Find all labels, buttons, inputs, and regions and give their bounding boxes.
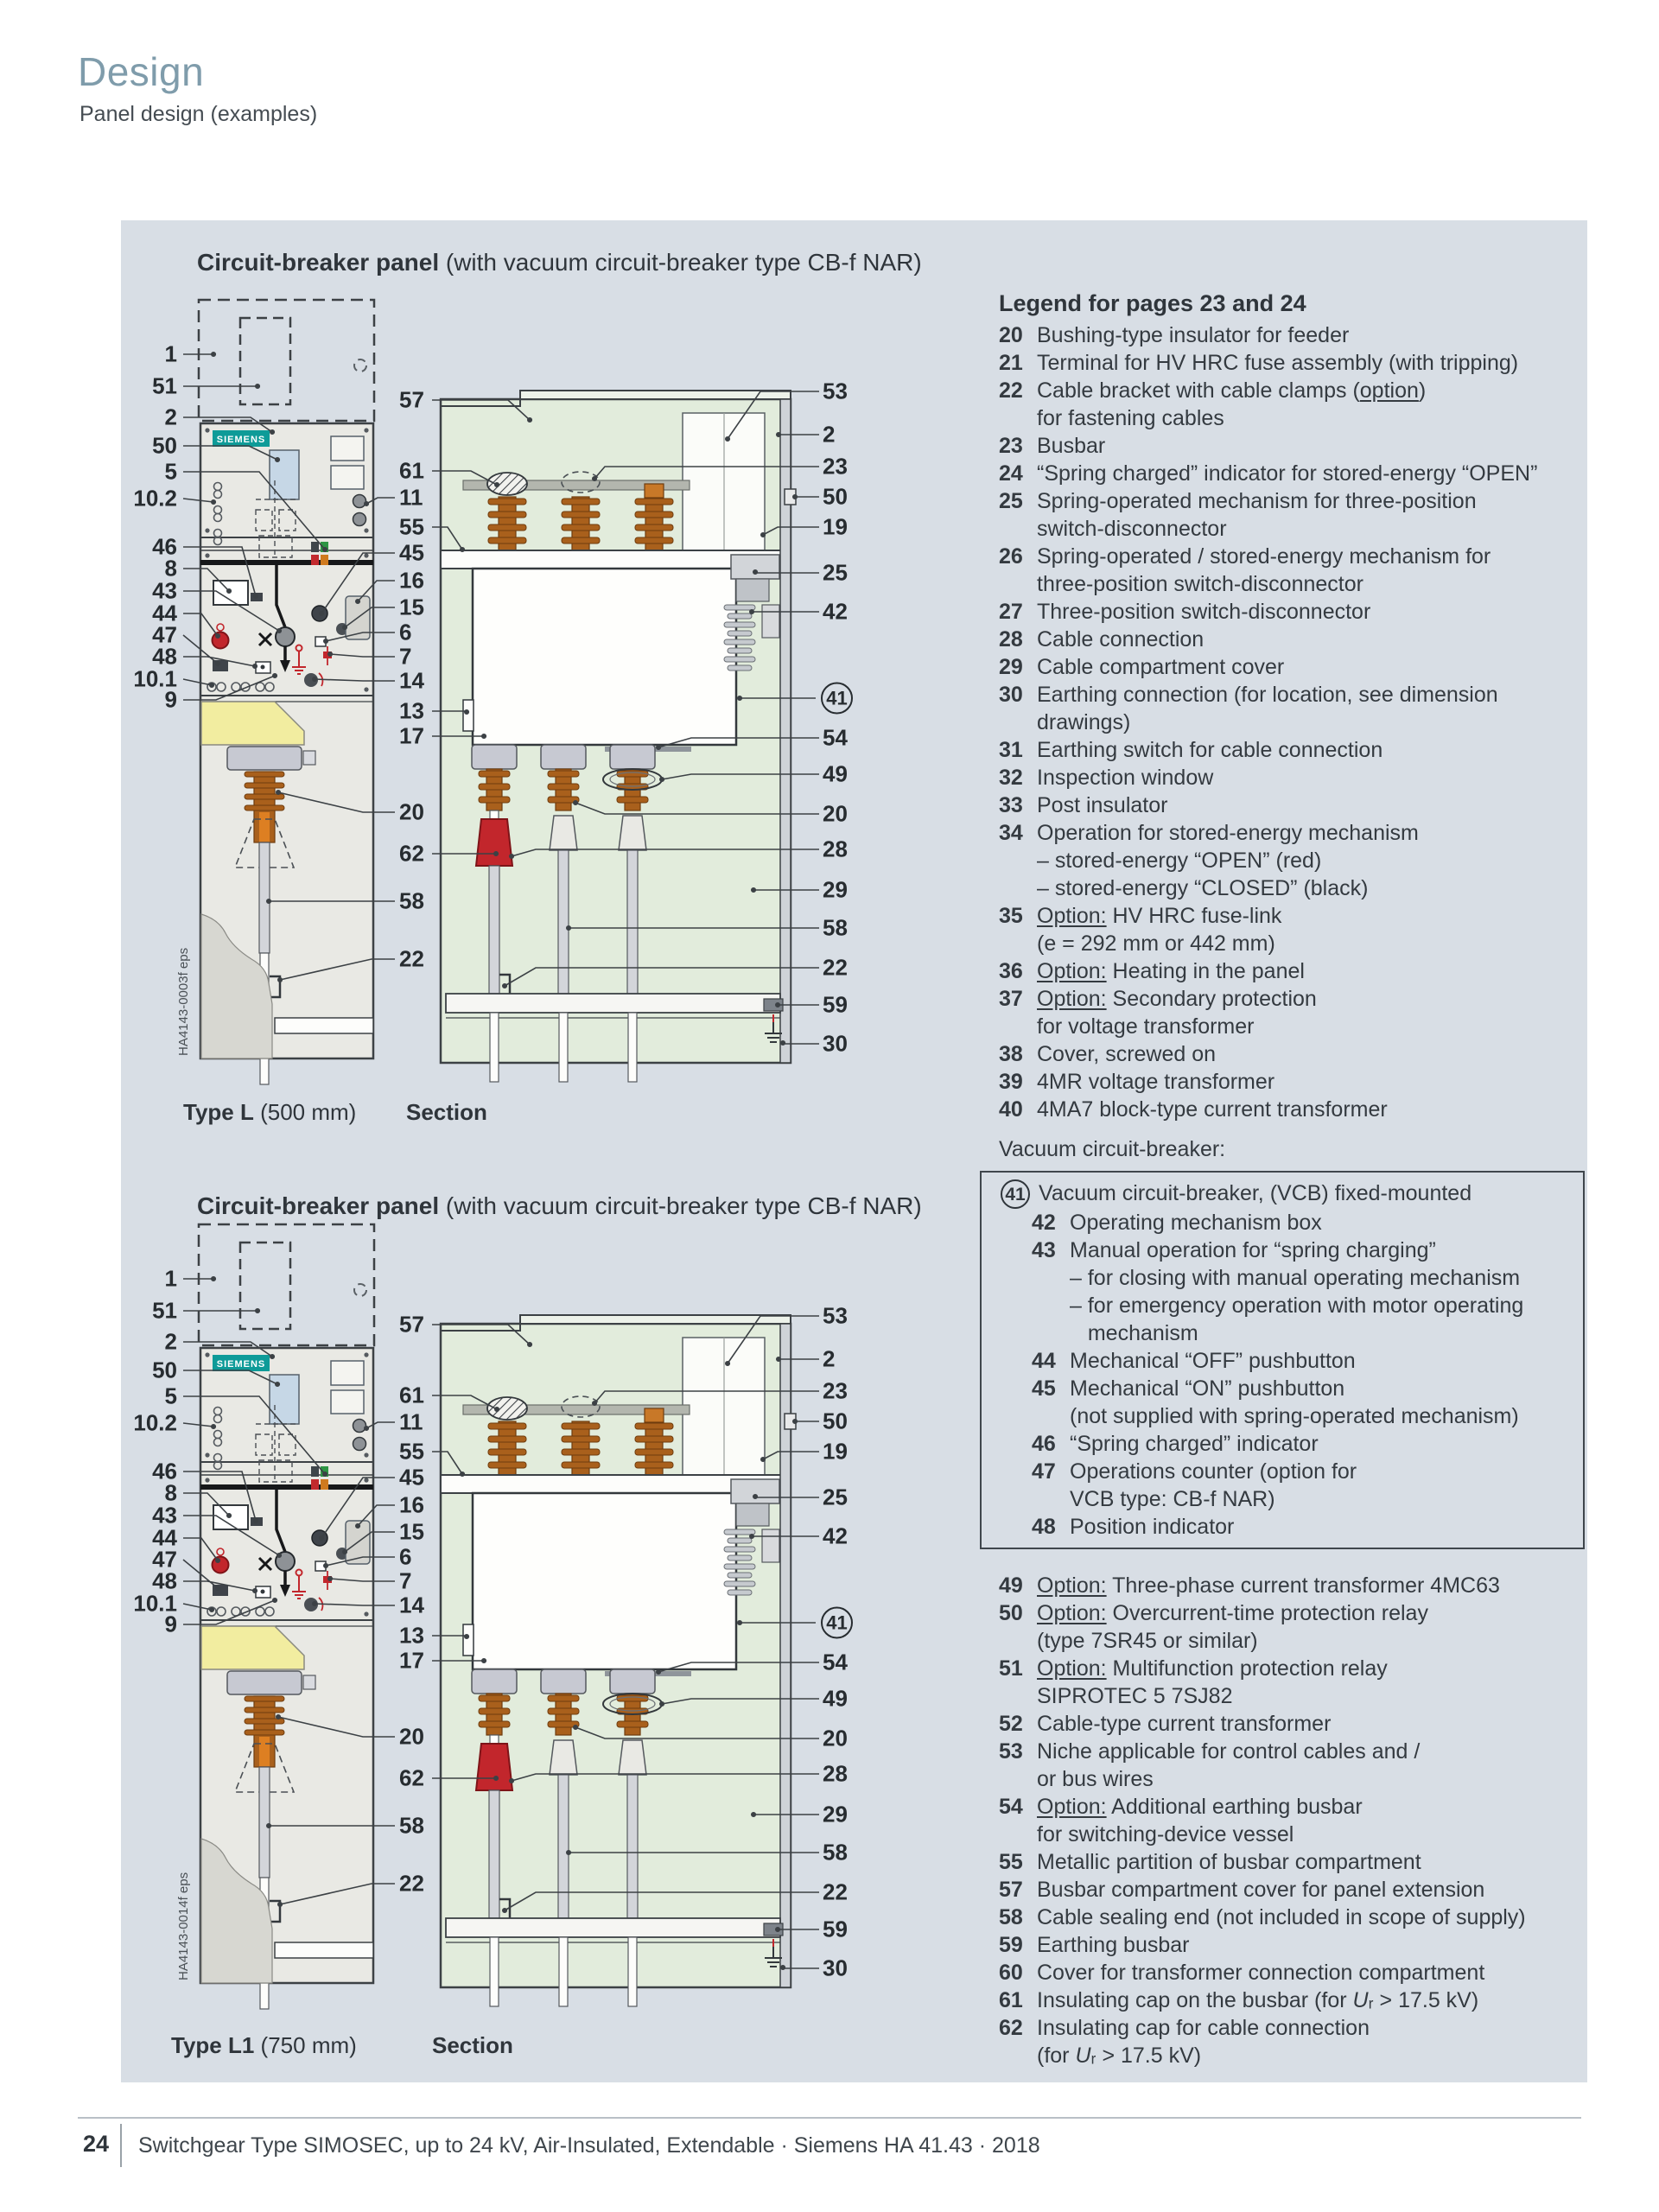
legend-vcb-heading: Vacuum circuit-breaker:: [999, 1137, 1226, 1161]
callout-43: 43: [152, 577, 177, 604]
legend-item-number: 35: [999, 904, 1023, 928]
legend-item-47: [1001, 1458, 1576, 1513]
callout-45: 45: [399, 1464, 424, 1491]
legend-item-44: [1001, 1347, 1576, 1375]
legend-item-number: 36: [999, 959, 1023, 983]
legend-item-40: [999, 1096, 1585, 1123]
legend-item-text: Insulating cap for cable connection (for Uᵣ > 17.5 kV): [1037, 2016, 1370, 2068]
legend-item-49: [999, 1572, 1585, 1599]
callout-54: 54: [823, 1649, 848, 1675]
legend-item-text: Insulating cap on the busbar (for Uᵣ > 17.5 kV): [1037, 1988, 1479, 2012]
legend-item-28: [999, 626, 1585, 653]
legend-item-61: [999, 1986, 1585, 2014]
brand-logo: SIEMENS: [216, 435, 266, 445]
legend-item-number: 45: [1032, 1376, 1056, 1401]
legend-item-text: 4MR voltage transformer: [1037, 1070, 1275, 1094]
callout-53: 53: [823, 1302, 848, 1329]
callout-45: 45: [399, 539, 424, 566]
callout-10.1: 10.1: [133, 1590, 177, 1617]
callout-44: 44: [152, 600, 177, 626]
callout-28: 28: [823, 1760, 848, 1787]
callout-54: 54: [823, 724, 848, 751]
diagram2-title-rest: (with vacuum circuit-breaker type CB-f NAR): [439, 1192, 922, 1219]
legend-item-number: 53: [999, 1739, 1023, 1764]
callout-50: 50: [823, 1408, 848, 1434]
legend-item-number: 60: [999, 1961, 1023, 1985]
legend-item-text: Option: Secondary protection for voltage transformer: [1037, 987, 1317, 1039]
callout-5: 5: [164, 1382, 177, 1409]
legend-item-text: Operation for stored-energy mechanism – stored-energy “OPEN” (red) – stored-energy “CLOSED” (black): [1037, 821, 1419, 900]
legend-items-main: [999, 321, 1585, 1123]
legend-item-number: 47: [1032, 1459, 1056, 1484]
legend-item-text: Earthing connection (for location, see dimension drawings): [1037, 683, 1498, 734]
callout-41: 41: [821, 1607, 853, 1639]
callout-55: 55: [399, 1438, 424, 1465]
callout-51: 51: [152, 1297, 177, 1324]
legend-item-text: Three-position switch-disconnector: [1037, 600, 1371, 624]
callout-20: 20: [399, 1723, 424, 1750]
legend-item-57: [999, 1876, 1585, 1904]
callout-7: 7: [399, 643, 412, 670]
legend-item-21: [999, 349, 1585, 377]
legend-item-number: 42: [1032, 1211, 1056, 1235]
diagram1-file-id: HA4143-0003f eps: [176, 947, 191, 1056]
legend-item-38: [999, 1040, 1585, 1068]
callout-23: 23: [823, 453, 848, 480]
legend-items-options: [999, 1572, 1585, 2069]
callout-44: 44: [152, 1524, 177, 1551]
callout-30: 30: [823, 1030, 848, 1057]
legend-item-text: Cable-type current transformer: [1037, 1712, 1332, 1736]
diagram2-type-label: Type L1: [171, 2032, 255, 2058]
diagram2-section-label: Section: [432, 2032, 513, 2058]
callout-53: 53: [823, 378, 848, 404]
callout-9: 9: [164, 1611, 177, 1637]
legend-item-text: Spring-operated / stored-energy mechanism for three-position switch-disconnector: [1037, 544, 1491, 596]
legend-item-number: 59: [999, 1933, 1023, 1957]
callout-57: 57: [399, 1311, 424, 1338]
callout-51: 51: [152, 372, 177, 399]
legend-item-22: [999, 377, 1585, 432]
legend-item-number: 37: [999, 987, 1023, 1011]
callout-28: 28: [823, 836, 848, 862]
legend-item-29: [999, 653, 1585, 681]
legend: [999, 321, 1585, 2069]
callout-10.2: 10.2: [133, 485, 177, 512]
page-subtitle: Panel design (examples): [79, 102, 318, 126]
callout-42: 42: [823, 598, 848, 625]
legend-item-text: Option: Additional earthing busbar for switching-device vessel: [1037, 1795, 1363, 1847]
callout-6: 6: [399, 619, 412, 645]
legend-item-number: 21: [999, 351, 1023, 375]
callout-11: 11: [399, 484, 423, 511]
callout-59: 59: [823, 991, 848, 1018]
legend-item-number: 22: [999, 378, 1023, 403]
callout-30: 30: [823, 1955, 848, 1981]
callout-14: 14: [399, 667, 424, 694]
legend-item-33: [999, 791, 1585, 819]
legend-item-23: [999, 432, 1585, 460]
legend-item-52: [999, 1710, 1585, 1738]
callout-48: 48: [152, 643, 177, 670]
callout-20: 20: [823, 1725, 848, 1751]
diagram1-title-rest: (with vacuum circuit-breaker type CB-f NAR): [439, 249, 922, 276]
diagram2-title-bold: Circuit-breaker panel: [197, 1192, 440, 1219]
legend-item-text: Cable bracket with cable clamps (option) for fastening cables: [1037, 378, 1427, 430]
legend-item-59: [999, 1931, 1585, 1959]
legend-item-number: 54: [999, 1795, 1023, 1819]
legend-item-number: 25: [999, 489, 1023, 513]
diagram1-type-label: Type L: [183, 1099, 254, 1125]
legend-item-number: 40: [999, 1097, 1023, 1122]
callout-29: 29: [823, 1801, 848, 1827]
legend-item-26: [999, 543, 1585, 598]
diagram2-width-label: (750 mm): [254, 2032, 357, 2058]
legend-item-number: 20: [999, 323, 1023, 347]
legend-item-number: 34: [999, 821, 1023, 845]
legend-item-text: 4MA7 block-type current transformer: [1037, 1097, 1388, 1122]
callout-25: 25: [823, 559, 848, 586]
legend-item-number: 24: [999, 461, 1023, 486]
legend-item-number: 32: [999, 766, 1023, 790]
callout-50: 50: [823, 483, 848, 510]
callout-58: 58: [399, 887, 424, 914]
legend-item-27: [999, 598, 1585, 626]
legend-item-text: Busbar compartment cover for panel extension: [1037, 1878, 1485, 1902]
callout-6: 6: [399, 1543, 412, 1570]
legend-item-number: 50: [999, 1601, 1023, 1625]
callout-57: 57: [399, 386, 424, 413]
callout-58: 58: [823, 914, 848, 941]
legend-item-48: [1001, 1513, 1576, 1541]
legend-item-text: Terminal for HV HRC fuse assembly (with tripping): [1037, 351, 1519, 375]
legend-item-24: [999, 460, 1585, 487]
callout-15: 15: [399, 594, 424, 620]
callout-1: 1: [164, 1265, 177, 1292]
legend-item-text: Option: HV HRC fuse-link (e = 292 mm or 442 mm): [1037, 904, 1282, 956]
callout-50: 50: [152, 1357, 177, 1383]
legend-item-number: 43: [1032, 1238, 1056, 1262]
callout-46: 46: [152, 533, 177, 560]
legend-item-number: 52: [999, 1712, 1023, 1736]
callout-61: 61: [399, 457, 424, 484]
callout-22: 22: [399, 945, 424, 972]
callout-19: 19: [823, 513, 848, 540]
page-title: Design: [78, 49, 205, 94]
legend-item-text: Option: Three-phase current transformer 4MC63: [1037, 1573, 1500, 1598]
legend-item-32: [999, 764, 1585, 791]
legend-item-number: 44: [1032, 1349, 1056, 1373]
footer-text: Switchgear Type SIMOSEC, up to 24 kV, Air-Insulated, Extendable · Siemens HA 41.43 · 2018: [138, 2133, 1040, 2158]
legend-item-text: Option: Heating in the panel: [1037, 959, 1305, 983]
callout-5: 5: [164, 458, 177, 485]
legend-item-36: [999, 957, 1585, 985]
legend-item-number: 51: [999, 1656, 1023, 1681]
legend-item-text: Cable compartment cover: [1037, 655, 1285, 679]
callout-46: 46: [152, 1458, 177, 1484]
diagram1-title-bold: Circuit-breaker panel: [197, 249, 440, 276]
callout-25: 25: [823, 1484, 848, 1510]
legend-item-text: Mechanical “OFF” pushbutton: [1070, 1349, 1356, 1373]
legend-item-number: 57: [999, 1878, 1023, 1902]
callout-58: 58: [399, 1812, 424, 1839]
legend-item-42: [1001, 1209, 1576, 1236]
callout-62: 62: [399, 840, 424, 867]
legend-item-text: Cover for transformer connection compartment: [1037, 1961, 1485, 1985]
legend-item-text: Option: Overcurrent-time protection relay (type 7SR45 or similar): [1037, 1601, 1428, 1653]
legend-item-number: 55: [999, 1850, 1023, 1874]
legend-item-text: Niche applicable for control cables and / or bus wires: [1037, 1739, 1421, 1791]
legend-item-62: [999, 2014, 1585, 2069]
legend-item-text: Manual operation for “spring charging” – for closing with manual operating mechanism – for emergency operation with motor operating mechanism: [1070, 1238, 1524, 1345]
legend-item-number: 33: [999, 793, 1023, 817]
legend-item-text: “Spring charged” indicator for stored-energy “OPEN”: [1037, 461, 1538, 486]
callout-49: 49: [823, 1685, 848, 1712]
legend-item-41: [1001, 1179, 1576, 1209]
legend-item-25: [999, 487, 1585, 543]
legend-item-number: 58: [999, 1905, 1023, 1929]
legend-item-43: [1001, 1236, 1576, 1347]
legend-item-37: [999, 985, 1585, 1040]
legend-item-text: Inspection window: [1037, 766, 1214, 790]
callout-22: 22: [823, 1878, 848, 1905]
callout-8: 8: [164, 555, 177, 582]
legend-item-39: [999, 1068, 1585, 1096]
legend-item-number: 39: [999, 1070, 1023, 1094]
callout-13: 13: [399, 1622, 424, 1649]
callout-20: 20: [399, 798, 424, 825]
legend-item-60: [999, 1959, 1585, 1986]
callout-16: 16: [399, 567, 424, 594]
legend-item-text: Cover, screwed on: [1037, 1042, 1217, 1066]
legend-item-number: 26: [999, 544, 1023, 569]
legend-item-20: [999, 321, 1585, 349]
legend-item-30: [999, 681, 1585, 736]
callout-50: 50: [152, 432, 177, 459]
legend-item-text: Metallic partition of busbar compartment: [1037, 1850, 1421, 1874]
callout-17: 17: [399, 1647, 424, 1674]
callout-61: 61: [399, 1382, 424, 1408]
legend-item-46: [1001, 1430, 1576, 1458]
legend-item-text: Vacuum circuit-breaker, (VCB) fixed-mounted: [1039, 1181, 1472, 1205]
legend-vcb-box: [980, 1171, 1585, 1549]
diagram1-width-label: (500 mm): [253, 1099, 357, 1125]
legend-item-50: [999, 1599, 1585, 1655]
callout-15: 15: [399, 1518, 424, 1545]
legend-item-58: [999, 1904, 1585, 1931]
callout-1: 1: [164, 340, 177, 367]
callout-2: 2: [164, 404, 177, 430]
legend-item-text: Operations counter (option for VCB type: CB-f NAR): [1070, 1459, 1357, 1511]
callout-22: 22: [399, 1870, 424, 1897]
callout-10.2: 10.2: [133, 1409, 177, 1436]
callout-41: 41: [821, 683, 853, 715]
legend-item-text: “Spring charged” indicator: [1070, 1432, 1319, 1456]
legend-item-number: 29: [999, 655, 1023, 679]
legend-item-text: Earthing switch for cable connection: [1037, 738, 1383, 762]
legend-item-31: [999, 736, 1585, 764]
callout-16: 16: [399, 1491, 424, 1518]
legend-item-number: 23: [999, 434, 1023, 458]
legend-item-number: 48: [1032, 1515, 1056, 1539]
callout-7: 7: [399, 1567, 412, 1594]
callout-2: 2: [164, 1328, 177, 1355]
legend-item-number: 38: [999, 1042, 1023, 1066]
legend-item-text: Spring-operated mechanism for three-position switch-disconnector: [1037, 489, 1477, 541]
legend-item-55: [999, 1848, 1585, 1876]
callout-59: 59: [823, 1916, 848, 1942]
callout-43: 43: [152, 1502, 177, 1529]
legend-item-text: Position indicator: [1070, 1515, 1235, 1539]
callout-14: 14: [399, 1592, 424, 1618]
diagram1-section-label: Section: [406, 1099, 487, 1125]
callout-9: 9: [164, 686, 177, 713]
callout-29: 29: [823, 876, 848, 903]
legend-item-number: 62: [999, 2016, 1023, 2040]
legend-item-number: 27: [999, 600, 1023, 624]
legend-item-text: Post insulator: [1037, 793, 1168, 817]
callout-49: 49: [823, 760, 848, 787]
legend-item-text: Busbar: [1037, 434, 1106, 458]
callout-58: 58: [823, 1839, 848, 1866]
legend-item-51: [999, 1655, 1585, 1710]
footer-divider: [120, 2124, 122, 2167]
legend-item-45: [1001, 1375, 1576, 1430]
callout-13: 13: [399, 697, 424, 724]
legend-title: Legend for pages 23 and 24: [999, 290, 1306, 316]
legend-item-text: Earthing busbar: [1037, 1933, 1190, 1957]
callout-11: 11: [399, 1408, 423, 1435]
callout-55: 55: [399, 513, 424, 540]
legend-item-53: [999, 1738, 1585, 1793]
legend-item-text: Mechanical “ON” pushbutton (not supplied with spring-operated mechanism): [1070, 1376, 1519, 1428]
callout-20: 20: [823, 800, 848, 827]
legend-item-35: [999, 902, 1585, 957]
callout-10.1: 10.1: [133, 665, 177, 692]
legend-item-number: 49: [999, 1573, 1023, 1598]
legend-item-text: Cable connection: [1037, 627, 1205, 652]
legend-item-54: [999, 1793, 1585, 1848]
footer-page-number: 24: [83, 2131, 110, 2157]
legend-item-number: 30: [999, 683, 1023, 707]
callout-62: 62: [399, 1764, 424, 1791]
footer-rule: [78, 2117, 1581, 2119]
callout-8: 8: [164, 1479, 177, 1506]
legend-item-number: 28: [999, 627, 1023, 652]
callout-19: 19: [823, 1438, 848, 1465]
callout-17: 17: [399, 722, 424, 749]
callout-23: 23: [823, 1377, 848, 1404]
legend-item-text: Cable sealing end (not included in scope of supply): [1037, 1905, 1526, 1929]
legend-item-number: 41: [1001, 1179, 1030, 1209]
callout-47: 47: [152, 1546, 177, 1573]
legend-item-text: Option: Multifunction protection relay SIPROTEC 5 7SJ82: [1037, 1656, 1388, 1708]
legend-item-number: 31: [999, 738, 1023, 762]
legend-item-text: Operating mechanism box: [1070, 1211, 1322, 1235]
callout-2: 2: [823, 1345, 836, 1372]
callout-48: 48: [152, 1567, 177, 1594]
callout-47: 47: [152, 621, 177, 648]
callout-42: 42: [823, 1522, 848, 1549]
legend-item-text: Bushing-type insulator for feeder: [1037, 323, 1350, 347]
legend-item-number: 61: [999, 1988, 1023, 2012]
callout-22: 22: [823, 954, 848, 981]
legend-item-34: [999, 819, 1585, 902]
diagram2-file-id: HA4143-0014f eps: [176, 1872, 191, 1980]
callout-2: 2: [823, 421, 836, 448]
legend-item-number: 46: [1032, 1432, 1056, 1456]
